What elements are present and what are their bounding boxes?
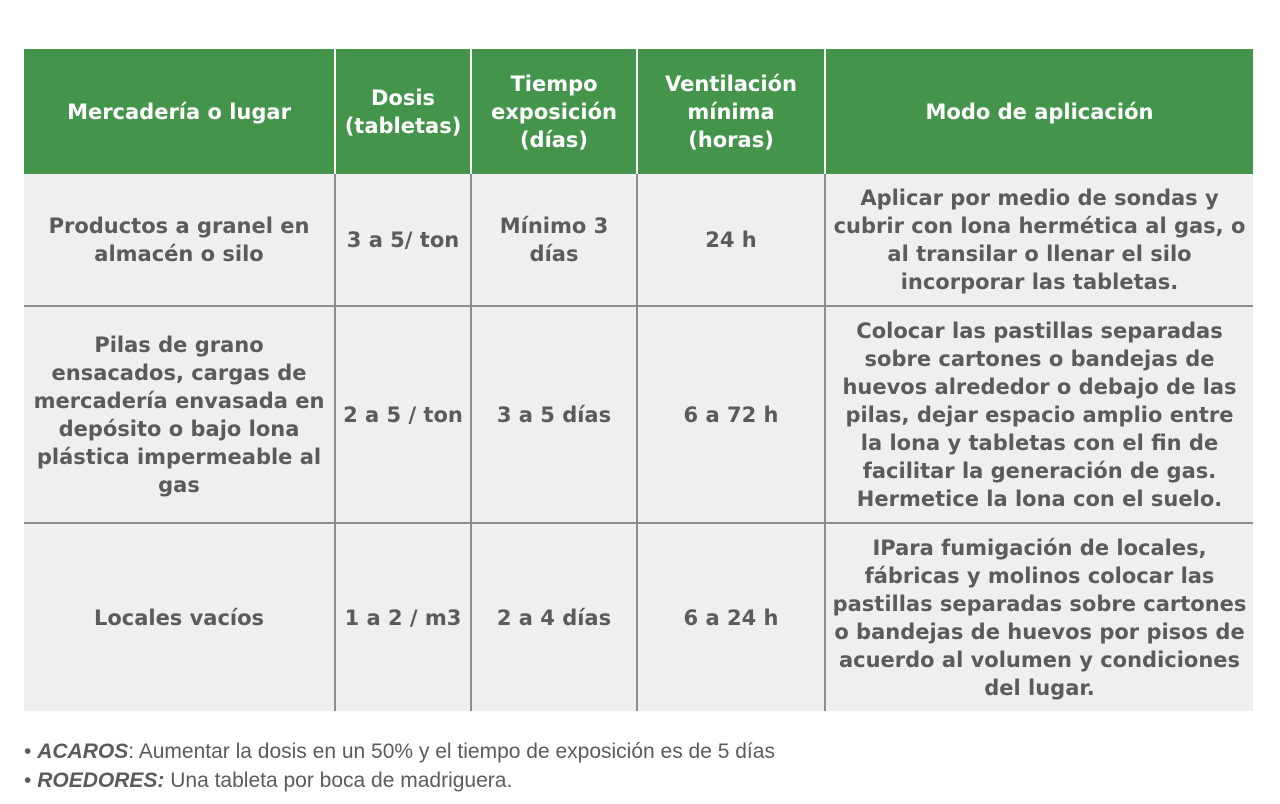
note-text: : Aumentar la dosis en un 50% y el tiempo de exposición es de 5 días [128, 740, 775, 763]
header-ventilation: Ventilación mínima (horas) [637, 49, 825, 174]
cell-dose: 1 a 2 / m3 [335, 523, 471, 711]
bullet: • [24, 740, 32, 763]
note-roedores [24, 766, 1254, 795]
cell-ventilation: 6 a 24 h [637, 523, 825, 711]
table-row [24, 523, 1253, 711]
note-text: Una tableta por boca de madriguera. [164, 769, 513, 792]
cell-ventilation: 24 h [637, 174, 825, 306]
header-dose: Dosis (tabletas) [335, 49, 471, 174]
cell-merchandise: Productos a granel en almacén o silo [24, 174, 335, 306]
note-keyword: ROEDORES: [37, 769, 165, 792]
table-row [24, 174, 1253, 306]
header-row [24, 49, 1253, 174]
cell-application-mode: IPara fumigación de locales, fábricas y molinos colocar las pastillas separadas sobre cartones o bandejas de huevos por pisos de acuerdo al volumen y condiciones del lugar. [825, 523, 1253, 711]
bullet: • [24, 769, 32, 792]
dosage-table [24, 49, 1253, 711]
cell-merchandise: Locales vacíos [24, 523, 335, 711]
cell-merchandise: Pilas de grano ensacados, cargas de mercadería envasada en depósito o bajo lona plástica impermeable al gas [24, 306, 335, 523]
header-application-mode: Modo de aplicación [825, 49, 1253, 174]
footnotes [24, 737, 1254, 795]
cell-application-mode: Colocar las pastillas separadas sobre cartones o bandejas de huevos alrededor o debajo de las pilas, dejar espacio amplio entre la lona y tabletas con el fin de facilitar la generación de gas. Hermetice la lona con el suelo. [825, 306, 1253, 523]
table-row [24, 306, 1253, 523]
cell-exposure-time: 2 a 4 días [471, 523, 637, 711]
cell-exposure-time: 3 a 5 días [471, 306, 637, 523]
cell-ventilation: 6 a 72 h [637, 306, 825, 523]
note-acaros [24, 737, 1254, 766]
cell-dose: 2 a 5 / ton [335, 306, 471, 523]
header-merchandise: Mercadería o lugar [24, 49, 335, 174]
cell-dose: 3 a 5/ ton [335, 174, 471, 306]
header-exposure-time: Tiempo exposición (días) [471, 49, 637, 174]
note-keyword: ACAROS [37, 740, 129, 763]
dosage-table-container [24, 49, 1253, 711]
cell-application-mode: Aplicar por medio de sondas y cubrir con lona hermética al gas, o al transilar o llenar el silo incorporar las tabletas. [825, 174, 1253, 306]
cell-exposure-time: Mínimo 3 días [471, 174, 637, 306]
